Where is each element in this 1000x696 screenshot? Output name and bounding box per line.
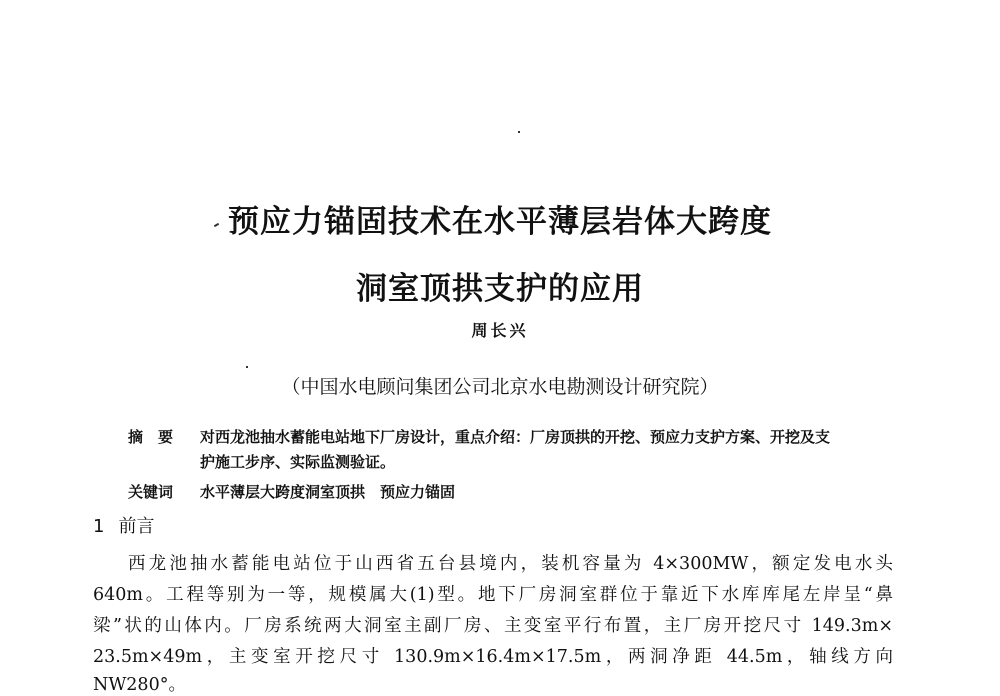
abstract-label: 摘 要 <box>128 428 174 446</box>
body-text-line: NW280°。 <box>93 675 186 695</box>
section-heading <box>93 512 154 538</box>
abstract-text-line-2: 护施工步序、实际监测验证。 <box>200 453 396 471</box>
paper-title-line-1: 预应力锚固技术在水平薄层岩体大跨度 <box>228 204 772 240</box>
body-text-line: 西龙池抽水蓄能电站位于山西省五台县境内，装机容量为 4×300MW，额定发电水头 <box>128 554 893 574</box>
section-title: 前言 <box>118 516 155 537</box>
body-text-line: 23.5m×49m，主变室开挖尺寸 130.9m×16.4m×17.5m，两洞净距 44.5m，轴线方向 <box>93 647 893 667</box>
section-number: 1 <box>93 516 105 537</box>
scan-speck <box>246 366 248 368</box>
scan-speck <box>518 131 520 133</box>
keywords-text: 水平薄层大跨度洞室顶拱 预应力锚固 <box>200 483 456 501</box>
paper-title-line-2: 洞室顶拱支护的应用 <box>356 271 644 307</box>
author-name: 周长兴 <box>471 321 529 340</box>
author-affiliation: （中国水电顾问集团公司北京水电勘测设计研究院） <box>281 376 719 398</box>
keywords-label: 关键词 <box>128 483 174 501</box>
body-text-line: 梁”状的山体内。厂房系统两大洞室主副厂房、主变室平行布置，主厂房开挖尺寸 149.3m× <box>93 616 893 636</box>
body-text-line: 640m。工程等别为一等，规模属大(1)型。地下厂房洞室群位于靠近下水库库尾左岸呈“鼻 <box>93 585 893 605</box>
abstract-text-line-1: 对西龙池抽水蓄能电站地下厂房设计，重点介绍：厂房顶拱的开挖、预应力支护方案、开挖及支 <box>200 428 831 446</box>
